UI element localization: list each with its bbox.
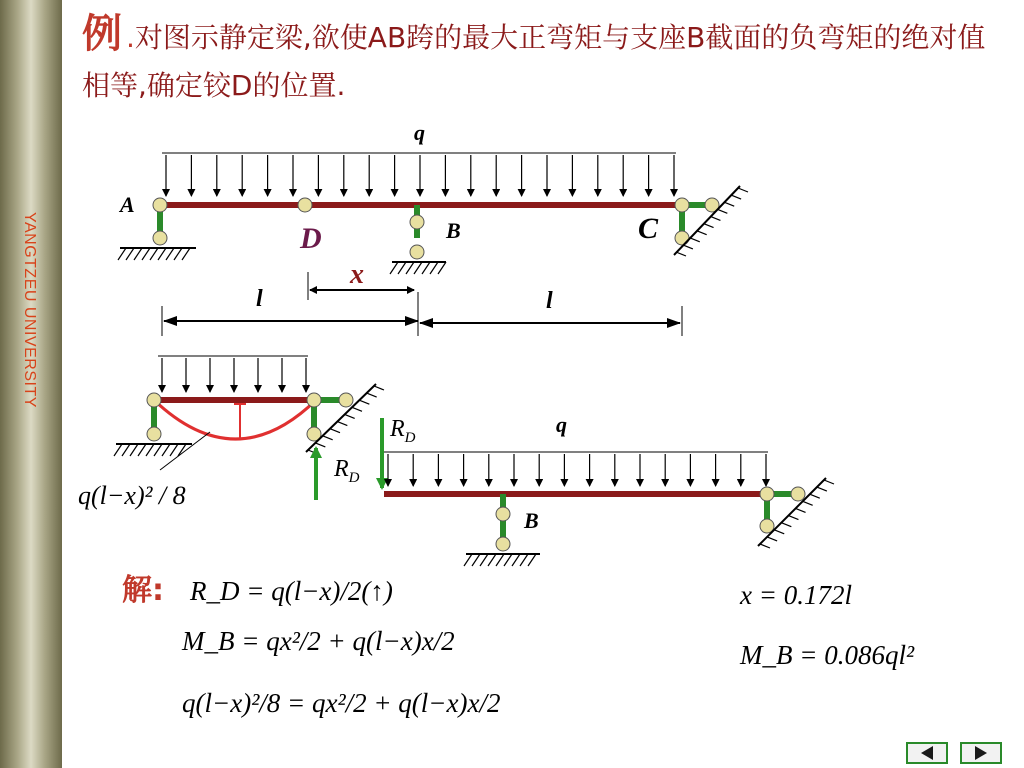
label-c: C bbox=[638, 212, 659, 245]
hinge-d bbox=[298, 198, 312, 212]
solution-label: 解: bbox=[122, 573, 164, 608]
top-load-label: q bbox=[414, 120, 425, 145]
label-a: A bbox=[120, 192, 135, 217]
arrow-right-icon bbox=[971, 745, 991, 761]
result-moment: M_B = 0.086ql² bbox=[740, 640, 915, 670]
equation-equality: q(l−x)²/8 = qx²/2 + q(l−x)x/2 bbox=[182, 688, 501, 718]
moment-expression: q(l−x)² / 8 bbox=[78, 481, 186, 510]
right-load-label: q bbox=[556, 412, 567, 437]
top-distributed-load bbox=[166, 155, 674, 196]
label-d: D bbox=[300, 222, 322, 255]
equation-moment-b: M_B = qx²/2 + q(l−x)x/2 bbox=[182, 626, 455, 656]
left-sub-beam-diagram bbox=[114, 356, 384, 470]
problem-text: 对图示静定梁,欲使AB跨的最大正弯矩与支座B截面的负弯矩的绝对值相等,确定铰D的位置. bbox=[82, 21, 986, 102]
right-sub-beam-diagram bbox=[316, 412, 834, 566]
prev-slide-button[interactable] bbox=[906, 742, 948, 764]
support-c bbox=[674, 186, 748, 256]
right-distributed-load bbox=[388, 454, 766, 486]
moment-curve bbox=[154, 400, 316, 439]
arrow-left-icon bbox=[917, 745, 937, 761]
example-dot: . bbox=[126, 21, 135, 54]
support-b bbox=[390, 205, 446, 274]
next-slide-button[interactable] bbox=[960, 742, 1002, 764]
rd-top-label: $R_D$ bbox=[390, 416, 416, 446]
right-label-b: B bbox=[524, 508, 539, 533]
label-l2: l bbox=[546, 288, 553, 314]
example-marker: 例 bbox=[82, 11, 122, 57]
label-x: x bbox=[350, 259, 364, 290]
university-name-text: YANGTZEU UNIVERSITY bbox=[21, 212, 38, 408]
label-b: B bbox=[446, 218, 461, 243]
equation-reaction: R_D = q(l−x)/2(↑) bbox=[190, 576, 393, 606]
result-x: x = 0.172l bbox=[740, 580, 852, 610]
label-l1: l bbox=[256, 286, 263, 312]
left-distributed-load bbox=[162, 358, 306, 392]
rd-bottom-label: $R_D$ bbox=[334, 456, 360, 486]
top-beam-diagram bbox=[118, 120, 748, 336]
